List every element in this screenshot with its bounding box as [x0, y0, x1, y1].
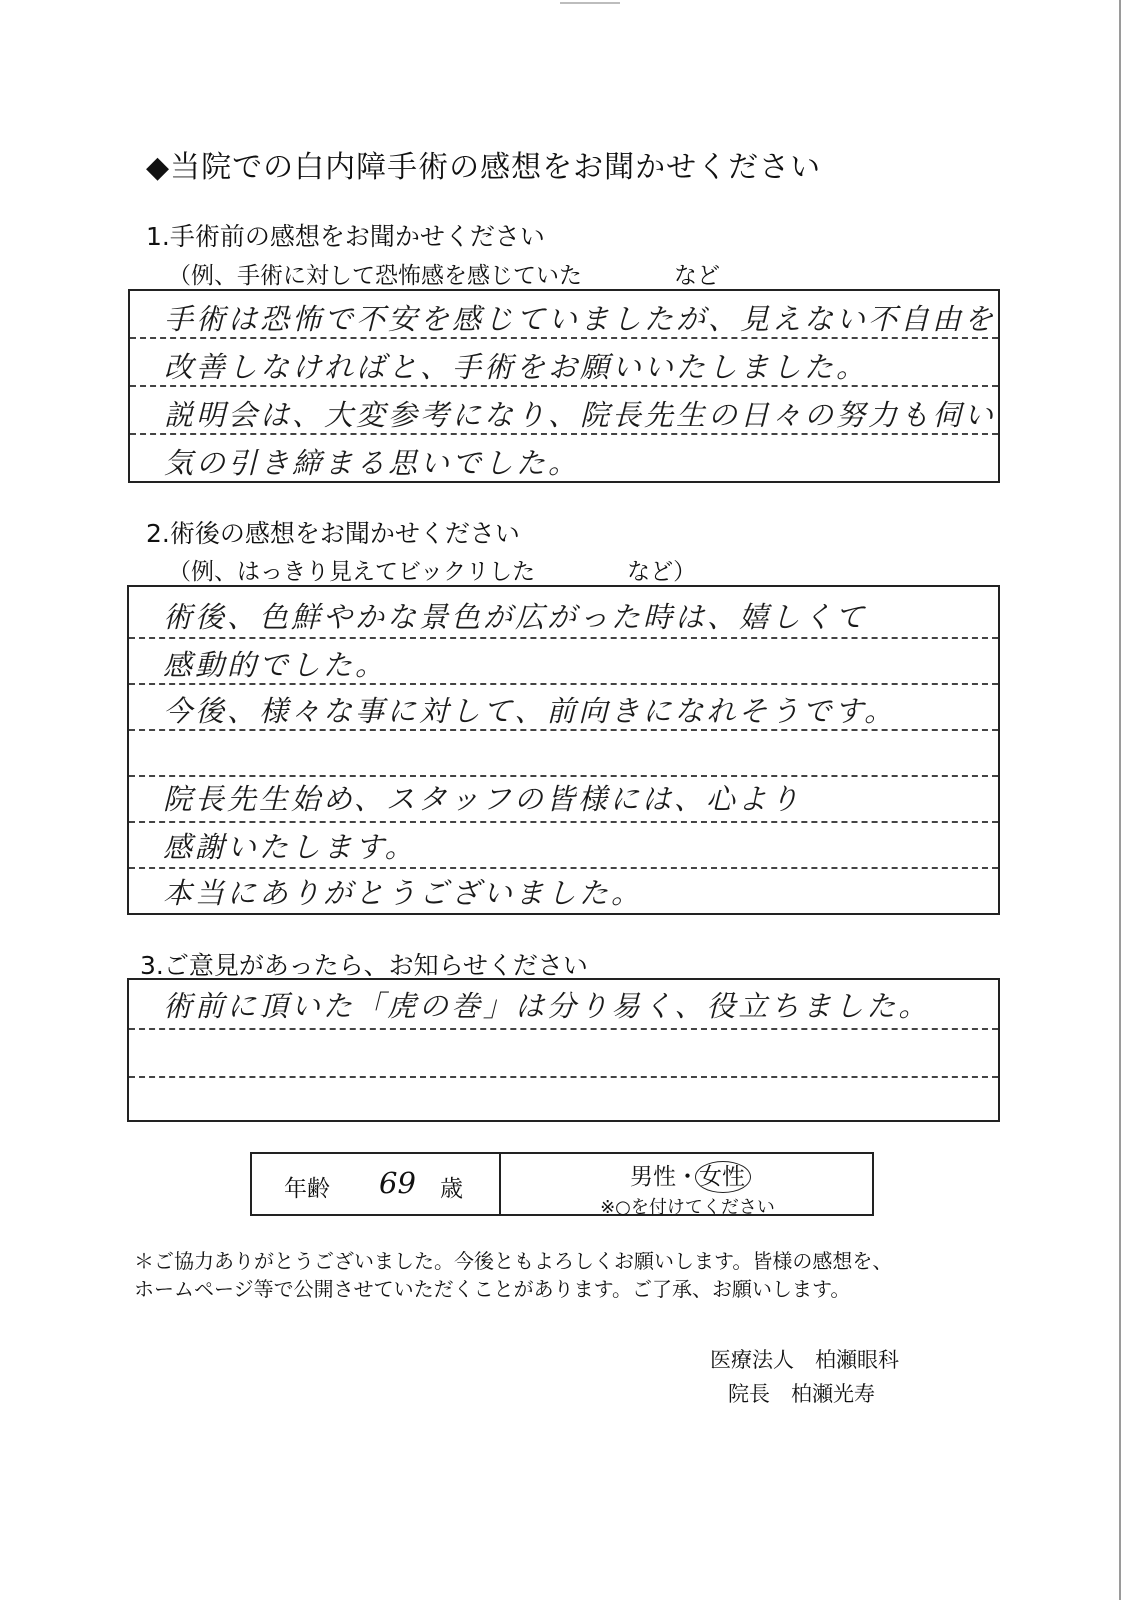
section-1-heading: 1.手術前の感想をお聞かせください [146, 222, 545, 251]
section-3-answer-box [127, 978, 1000, 1122]
footnote [134, 1247, 892, 1303]
age-unit: 歳 [440, 1176, 463, 1202]
scan-edge [1119, 0, 1121, 1600]
gender-option-male: 男性 [630, 1164, 676, 1190]
section-1-example: （例、手術に対して恐怖感を感じていた など [168, 263, 720, 289]
handwritten-line: 感動的でした。 [163, 648, 388, 682]
gender-options [630, 1158, 745, 1191]
clinic-name: 医療法人 柏瀬眼科 [710, 1348, 899, 1372]
page-title: ◆当院での白内障手術の感想をお聞かせください [146, 150, 822, 185]
handwritten-line: 説明会は、大変参考になり、院長先生の日々の努力も伺い [164, 398, 997, 432]
age-label: 年齢 [284, 1176, 330, 1202]
handwritten-line: 手術は恐怖で不安を感じていましたが、見えない不自由を [164, 302, 997, 336]
answer-rule [129, 637, 998, 639]
section-2-heading: 2.術後の感想をお聞かせください [146, 519, 520, 548]
handwritten-line: 感謝いたします。 [163, 830, 417, 864]
gender-note: ※○を付けてください [600, 1197, 775, 1218]
answer-rule [129, 1028, 998, 1030]
section-1-answer-box [128, 289, 1000, 483]
handwritten-line: 改善しなければと、手術をお願いいたしました。 [164, 350, 869, 384]
answer-rule [129, 1076, 998, 1078]
gender-field [501, 1158, 874, 1219]
age-value: 69 [379, 1166, 416, 1200]
handwritten-line: 術前に頂いた「虎の巻」は分り易く、役立ちました。 [163, 989, 931, 1023]
handwritten-line: 本当にありがとうございました。 [163, 876, 644, 910]
handwritten-line: 気の引き締まる思いでした。 [164, 446, 581, 480]
footnote-line: ＊ご協力ありがとうございました。今後ともよろしくお願いします。皆様の感想を、 [134, 1249, 893, 1273]
section-2-example: （例、はっきり見えてビックリした など） [168, 559, 697, 585]
answer-rule [129, 821, 998, 823]
handwritten-line: 院長先生始め、スタッフの皆様には、心より [163, 782, 802, 816]
section-3-heading: 3.ご意見があったら、お知らせください [140, 951, 588, 980]
director-name: 院長 柏瀬光寿 [728, 1382, 875, 1406]
gender-separator: ・ [676, 1164, 699, 1190]
handwritten-line: 今後、様々な事に対して、前向きになれそうです。 [163, 694, 897, 728]
gender-option-female: 女性 [699, 1164, 745, 1190]
handwritten-line: 術後、色鮮やかな景色が広がった時は、嬉しくて [163, 600, 868, 634]
respondent-info-box [250, 1152, 874, 1216]
scan-mark [560, 2, 620, 4]
footnote-line: ホームページ等で公開させていただくことがあります。ご了承、お願いします。 [134, 1277, 851, 1301]
answer-rule [129, 867, 998, 869]
section-2-answer-box [127, 585, 1000, 915]
